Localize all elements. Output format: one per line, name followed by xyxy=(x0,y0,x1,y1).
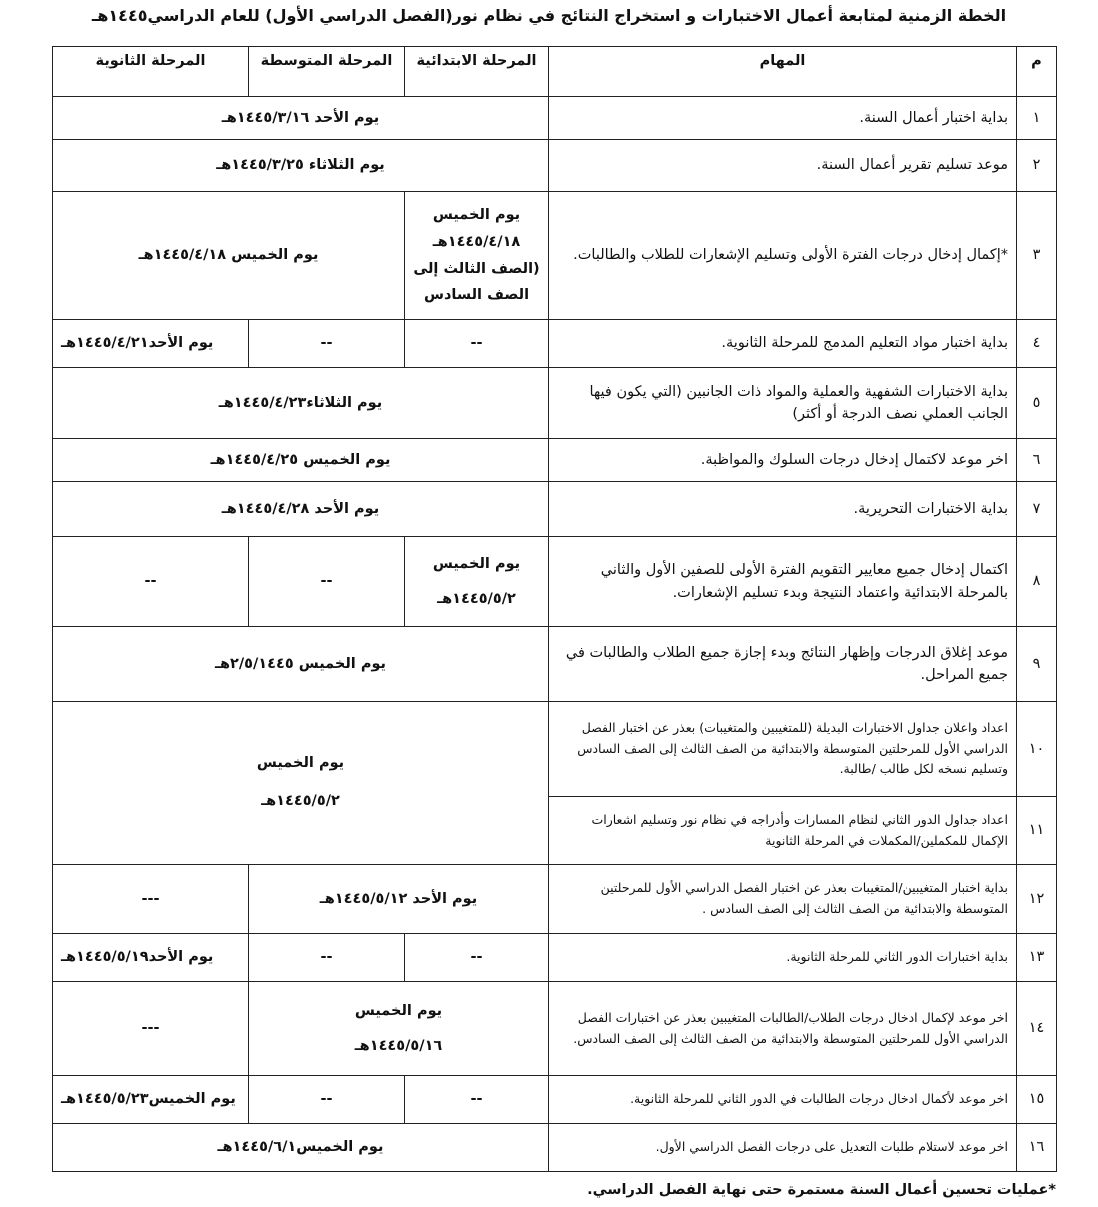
row-task: موعد إغلاق الدرجات وإظهار النتائج وبدء إجازة جميع الطلاب والطالبات في جميع المراحل. xyxy=(549,627,1017,702)
row-task: اخر موعد لاستلام طلبات التعديل على درجات الفصل الدراسي الأول. xyxy=(549,1124,1017,1172)
row-secondary: يوم الخميس١٤٤٥/٥/٢٣هـ xyxy=(53,1076,249,1124)
row-task: اعداد واعلان جداول الاختبارات البديلة (للمتغيبين والمتغيبات) بعذر عن اختبار الفصل الدراسي الأول للمرحلتين المتوسطة والابتدائية من الصف الثالث إلى الصف السادس وتسليم نسخه لكل طالب /طالبة. xyxy=(549,702,1017,797)
table-row xyxy=(53,439,1057,482)
date-day: يوم الخميس xyxy=(354,1002,443,1019)
table-header-row xyxy=(53,47,1057,97)
footnote: *عمليات تحسين أعمال السنة مستمرة حتى نهاية الفصل الدراسي. xyxy=(587,1182,1056,1198)
row-num: ١ xyxy=(1017,97,1057,140)
row-num: ٣ xyxy=(1017,192,1057,320)
row-task: بداية الاختبارات الشفهية والعملية والمواد ذات الجانبين (التي يكون فيها الجانب العملي نصف الدرجة أو أكثر) xyxy=(549,368,1017,439)
row-intermediate: -- xyxy=(249,934,405,982)
row-secondary: يوم الأحد١٤٤٥/٥/١٩هـ xyxy=(53,934,249,982)
row-num: ١٠ xyxy=(1017,702,1057,797)
table-row xyxy=(53,702,1057,797)
row-task: بداية الاختبارات التحريرية. xyxy=(549,482,1017,537)
schedule-table xyxy=(52,46,1057,1172)
row-task: *إكمال إدخال درجات الفترة الأولى وتسليم الإشعارات للطلاب والطالبات. xyxy=(549,192,1017,320)
table-row xyxy=(53,368,1057,439)
table-row xyxy=(53,1076,1057,1124)
table-row xyxy=(53,192,1057,320)
row-num: ١٦ xyxy=(1017,1124,1057,1172)
header-intermediate: المرحلة المتوسطة xyxy=(249,47,405,97)
header-tasks: المهام xyxy=(549,47,1017,97)
row-secondary: --- xyxy=(53,982,249,1076)
primary-note: الصف السادس xyxy=(423,287,530,304)
row-intermediate: -- xyxy=(249,1076,405,1124)
row-secondary: --- xyxy=(53,865,249,934)
header-num: م xyxy=(1017,47,1057,97)
row-num: ٨ xyxy=(1017,537,1057,627)
table-row xyxy=(53,627,1057,702)
row-date xyxy=(53,702,549,865)
row-date: يوم الأحد ١٤٤٥/٥/١٢هـ xyxy=(249,865,549,934)
row-task: بداية اختبار أعمال السنة. xyxy=(549,97,1017,140)
row-date: يوم الثلاثاء ١٤٤٥/٣/٢٥هـ xyxy=(53,140,549,192)
row-date: يوم الخميس ٢/٥/١٤٤٥هـ xyxy=(53,627,549,702)
row-date: يوم الخميس ١٤٤٥/٤/٢٥هـ xyxy=(53,439,549,482)
primary-date: ١٤٤٥/٤/١٨هـ xyxy=(432,233,521,250)
row-intermediate: -- xyxy=(249,537,405,627)
row-intermediate: -- xyxy=(249,320,405,368)
row-date xyxy=(249,982,549,1076)
row-date: يوم الأحد ١٤٤٥/٣/١٦هـ xyxy=(53,97,549,140)
row-primary: -- xyxy=(405,320,549,368)
row-primary: -- xyxy=(405,934,549,982)
row-task: موعد تسليم تقرير أعمال السنة. xyxy=(549,140,1017,192)
row-task: بداية اختبار مواد التعليم المدمج للمرحلة الثانوية. xyxy=(549,320,1017,368)
header-primary: المرحلة الابتدائية xyxy=(405,47,549,97)
primary-day: يوم الخميس xyxy=(432,555,521,572)
row-primary: -- xyxy=(405,1076,549,1124)
row-num: ١٢ xyxy=(1017,865,1057,934)
table-row xyxy=(53,1124,1057,1172)
row-task: بداية اختبار المتغيبين/المتغيبات بعذر عن اختبار الفصل الدراسي الأول للمرحلتين المتوسطة والابتدائية من الصف الثالث إلى الصف السادس . xyxy=(549,865,1017,934)
table-row xyxy=(53,537,1057,627)
page-title: الخطة الزمنية لمتابعة أعمال الاختبارات و استخراج النتائج في نظام نور(الفصل الدراسي الأول) للعام الدراسي١٤٤٥هـ xyxy=(91,6,1007,25)
row-task: اخر موعد لاكتمال إدخال درجات السلوك والمواظبة. xyxy=(549,439,1017,482)
date-value: ١٤٤٥/٥/١٦هـ xyxy=(354,1037,443,1054)
row-num: ٩ xyxy=(1017,627,1057,702)
row-date: يوم الخميس١٤٤٥/٦/١هـ xyxy=(53,1124,549,1172)
row-secondary: -- xyxy=(53,537,249,627)
table-row xyxy=(53,482,1057,537)
header-secondary: المرحلة الثانوية xyxy=(53,47,249,97)
row-num: ٢ xyxy=(1017,140,1057,192)
row-date: يوم الثلاثاء١٤٤٥/٤/٢٣هـ xyxy=(53,368,549,439)
row-task: بداية اختبارات الدور الثاني للمرحلة الثانوية. xyxy=(549,934,1017,982)
table-row xyxy=(53,982,1057,1076)
row-num: ٥ xyxy=(1017,368,1057,439)
row-primary-date xyxy=(405,537,549,627)
row-task: اخر موعد لإكمال ادخال درجات الطلاب/الطالبات المتغيبين بعذر عن اختبارات الفصل الدراسي الأول للمرحلتين المتوسطة والابتدائية من الصف الثالث إلى الصف السادس. xyxy=(549,982,1017,1076)
row-date: يوم الخميس ١٤٤٥/٤/١٨هـ xyxy=(53,192,405,320)
row-num: ٦ xyxy=(1017,439,1057,482)
primary-note: (الصف الثالث إلى xyxy=(413,260,540,277)
row-num: ٧ xyxy=(1017,482,1057,537)
row-num: ١٤ xyxy=(1017,982,1057,1076)
row-num: ٤ xyxy=(1017,320,1057,368)
table-row xyxy=(53,934,1057,982)
row-task: اكتمال إدخال جميع معايير التقويم الفترة الأولى للصفين الأول والثاني بالمرحلة الابتدائية واعتماد النتيجة وبدء تسليم الإشعارات. xyxy=(549,537,1017,627)
table-row xyxy=(53,97,1057,140)
row-secondary: يوم الأحد١٤٤٥/٤/٢١هـ xyxy=(53,320,249,368)
row-num: ١٥ xyxy=(1017,1076,1057,1124)
date-value: ١٤٤٥/٥/٢هـ xyxy=(261,793,340,809)
table-row xyxy=(53,140,1057,192)
row-num: ١٣ xyxy=(1017,934,1057,982)
date-day: يوم الخميس xyxy=(256,755,345,772)
table-row xyxy=(53,320,1057,368)
row-task: اعداد جداول الدور الثاني لنظام المسارات وأدراجه في نظام نور وتسليم اشعارات الإكمال للمكملين/المكملات في المرحلة الثانوية xyxy=(549,797,1017,865)
row-num: ١١ xyxy=(1017,797,1057,865)
primary-day: يوم الخميس xyxy=(432,206,521,223)
row-date: يوم الأحد ١٤٤٥/٤/٢٨هـ xyxy=(53,482,549,537)
primary-date: ١٤٤٥/٥/٢هـ xyxy=(437,590,516,607)
row-task: اخر موعد لأكمال ادخال درجات الطالبات في الدور الثاني للمرحلة الثانوية. xyxy=(549,1076,1017,1124)
row-primary-date xyxy=(405,192,549,320)
table-row xyxy=(53,865,1057,934)
